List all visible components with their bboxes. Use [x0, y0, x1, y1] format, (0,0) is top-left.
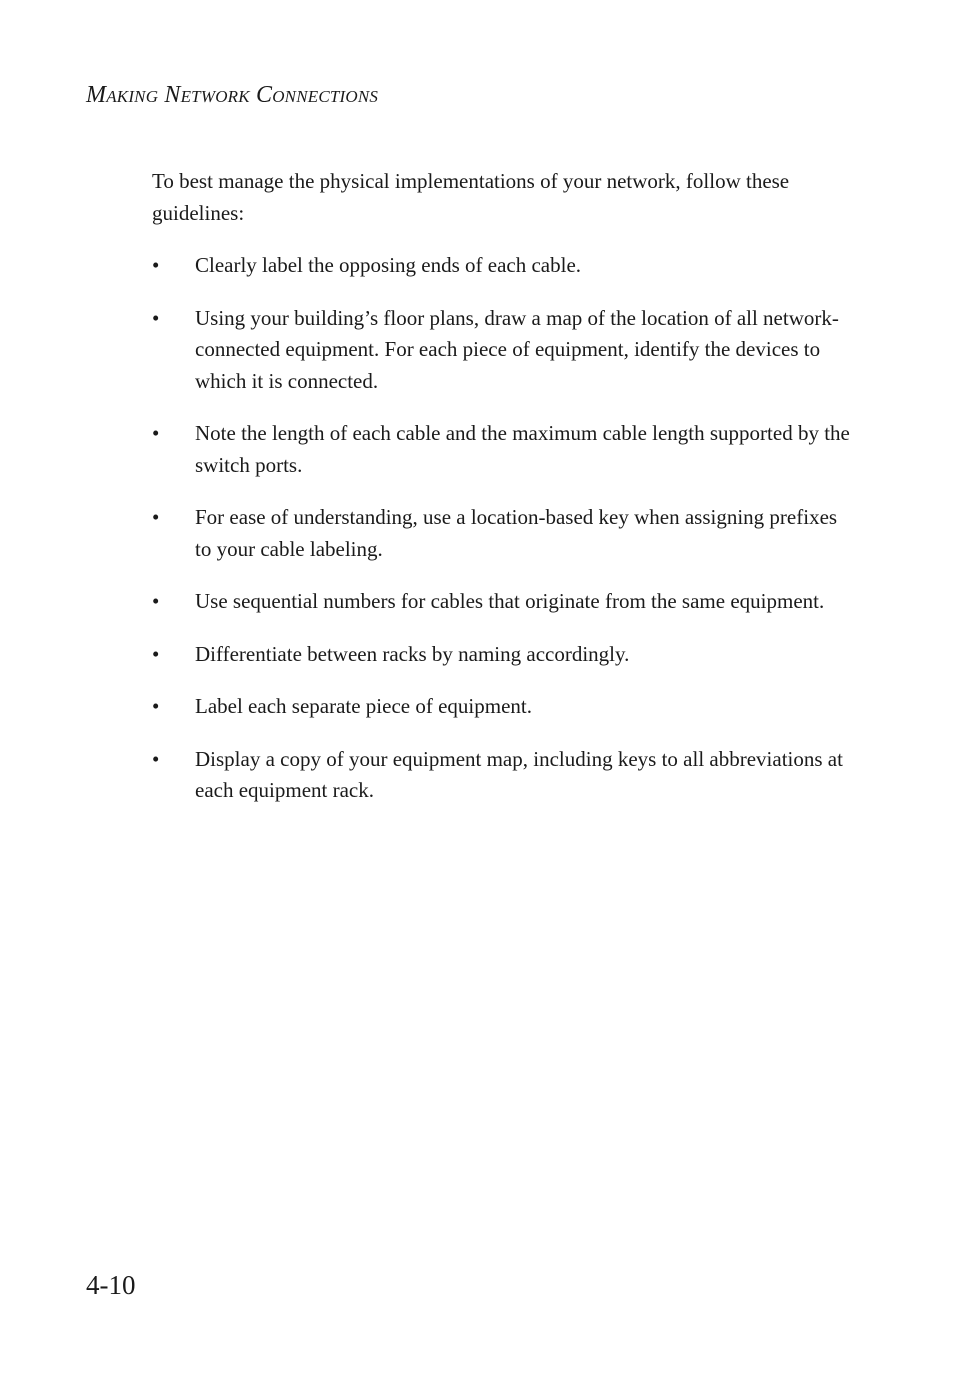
list-item-text: Note the length of each cable and the maximum cable length supported by the switch ports.	[195, 421, 850, 477]
list-item	[152, 303, 852, 398]
list-item	[152, 586, 852, 618]
list-item-text: Using your building’s floor plans, draw a map of the location of all network-connected equipment. For each piece of equipment, identify the devices to which it is connected.	[195, 305, 839, 393]
list-item-text: Display a copy of your equipment map, including keys to all abbreviations at each equipment rack.	[195, 746, 843, 802]
bullet-icon: •	[152, 641, 160, 666]
bullet-icon: •	[152, 305, 160, 330]
list-item	[152, 691, 852, 723]
running-header: Making Network Connections	[86, 82, 379, 108]
bullet-icon: •	[152, 421, 160, 445]
bullet-icon: •	[152, 505, 160, 529]
bullet-icon: •	[152, 746, 160, 771]
list-item-text: Use sequential numbers for cables that originate from the same equipment.	[195, 589, 825, 613]
list-item	[152, 502, 852, 565]
list-item	[152, 639, 852, 671]
guidelines-list	[152, 250, 852, 807]
intro-paragraph: To best manage the physical implementations of your network, follow these guidelines:	[152, 169, 790, 225]
page-number: 4-10	[86, 1270, 136, 1300]
bullet-icon: •	[152, 589, 160, 613]
page-content	[152, 166, 852, 828]
list-item-text: For ease of understanding, use a location-based key when assigning prefixes to your cable labeling.	[195, 505, 838, 561]
list-item	[152, 744, 852, 807]
list-item	[152, 418, 852, 481]
list-item	[152, 250, 852, 282]
list-item-text: Differentiate between racks by naming accordingly.	[195, 641, 630, 666]
bullet-icon: •	[152, 253, 160, 277]
list-item-text: Label each separate piece of equipment.	[195, 694, 532, 718]
bullet-icon: •	[152, 694, 160, 718]
list-item-text: Clearly label the opposing ends of each cable.	[195, 253, 582, 277]
